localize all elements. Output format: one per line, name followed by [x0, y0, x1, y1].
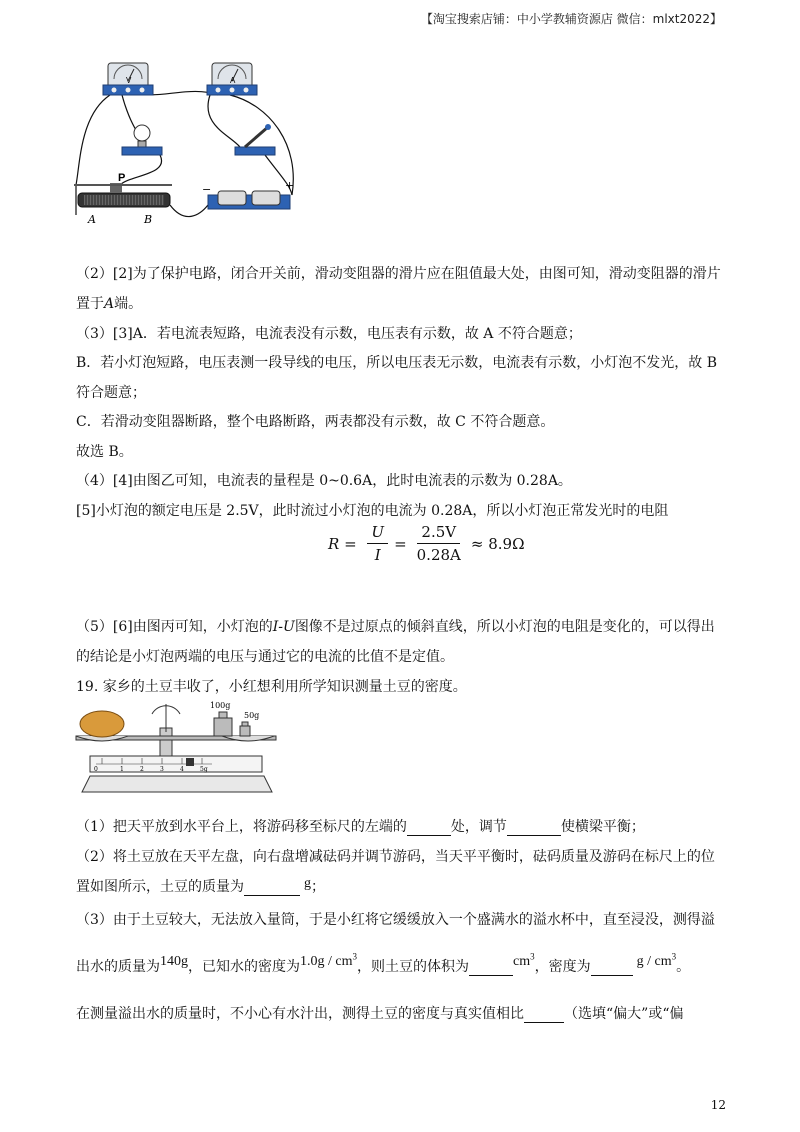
q19-part2-text: 置如图所示，土豆的质量为 — [76, 879, 244, 895]
formula-fraction-values — [413, 523, 465, 564]
page-number: 12 — [710, 1098, 726, 1112]
formula-current: 0.28A — [416, 546, 461, 564]
q19-part3-unit1 — [513, 951, 535, 969]
q18-part3-line5: 故选 B。 — [76, 444, 133, 460]
formula-i: I — [374, 546, 381, 564]
q18-part5-text: （5）[6]由图丙可知，小灯泡的 — [76, 619, 273, 635]
q19-part2-line1: （2）将土豆放在天平左盘，向右盘增减砝码并调节游码，当天平平衡时，砝码质量及游码在标尺上的位 — [76, 849, 715, 865]
q19-part2-end: ； — [311, 879, 325, 895]
q18-part2-end: 端。 — [114, 296, 143, 312]
formula-eq1: = — [339, 534, 362, 553]
q18-part3-line1: （3）[3]A．若电流表短路，电流表没有示数，电压表有示数，故 A 不符合题意； — [76, 326, 582, 342]
formula-result: ≈ 8.9Ω — [470, 534, 525, 553]
switch-icon — [235, 124, 275, 155]
voltmeter-label: V — [126, 76, 132, 85]
battery-minus-label: − — [202, 183, 212, 196]
weight-50g-icon — [240, 726, 250, 736]
scale-tick-5: 5g — [200, 766, 208, 773]
battery-plus-label: + — [285, 179, 295, 192]
q19-part3-gcm: g / cm — [636, 954, 672, 969]
balance-diagram — [72, 698, 282, 798]
q19-part3-line3 — [76, 1003, 683, 1023]
rider-icon — [186, 758, 194, 766]
q19-part3-mass: 140g — [160, 954, 188, 969]
q18-part2-line2 — [76, 293, 142, 313]
formula-fraction-ui — [367, 523, 388, 564]
answer-blank-6[interactable] — [524, 1008, 564, 1023]
scale-tick-0: 0 — [94, 766, 98, 773]
q19-part3-rho: 1.0g / cm — [300, 954, 353, 969]
scale-tick-2: 2 — [140, 766, 144, 773]
q18-part3-line4: C．若滑动变阻器断路，整个电路断路，两表都没有示数，故 C 不符合题意。 — [76, 414, 555, 430]
q19-part3-text6: 在测量溢出水的质量时，不小心有水汁出，测得土豆的密度与真实值相比 — [76, 1006, 524, 1022]
q18-part4-line2: [5]小灯泡的额定电压是 2.5V，此时流过小灯泡的电流为 0.28A，所以小灯泡正常发光时的电阻 — [76, 503, 669, 519]
q19-part3-text1: 出水的质量为 — [76, 959, 160, 975]
answer-blank-1[interactable] — [407, 821, 451, 836]
q19-part3-cm-exp: 3 — [530, 951, 535, 962]
q19-part3-text5: 。 — [676, 959, 691, 975]
q19-part3-water-density — [300, 951, 357, 969]
weight-100g-label: 100g — [210, 701, 231, 710]
answer-blank-3[interactable] — [244, 881, 300, 896]
answer-blank-2[interactable] — [507, 821, 561, 836]
answer-blank-5[interactable] — [591, 961, 633, 976]
rheostat-icon — [74, 183, 172, 207]
slider-label: P — [118, 172, 126, 184]
formula-lhs: R — [328, 534, 340, 553]
q19-part3-text4: ，密度为 — [534, 959, 591, 975]
battery-icon — [208, 191, 290, 209]
formula-voltage: 2.5V — [417, 523, 460, 544]
answer-blank-4[interactable] — [469, 961, 513, 976]
q19-part1-text: （1）把天平放到水平台上，将游码移至标尺的左端的 — [76, 819, 407, 835]
q19-part3-gcm-exp: 3 — [671, 951, 677, 962]
q19-part1 — [76, 816, 645, 836]
q19-part3-text2: ，已知水的密度为 — [188, 959, 300, 975]
q18-part2-text: 置于 — [76, 296, 104, 312]
q19-part3-rho-exp: 3 — [352, 951, 357, 962]
q19-part3-text7: （选填“偏大”或“偏 — [564, 1006, 684, 1022]
q19-part1-text2: 处，调节 — [450, 819, 507, 835]
end-b-label: B — [144, 213, 153, 226]
q18-part5-italic: I-U — [272, 619, 295, 635]
q19-part3-cm: cm — [513, 954, 531, 969]
q18-part5-line2: 的结论是小灯泡两端的电压与通过它的电流的比值不是定值。 — [76, 649, 454, 665]
weight-100g-icon — [214, 718, 232, 736]
scale-tick-3: 3 — [160, 766, 164, 773]
q19-part3-line1: （3）由于土豆较大，无法放入量筒，于是小红将它缓缓放入一个盛满水的溢水杯中，直至浸没，测得溢 — [76, 912, 715, 928]
q19-part2-unit: g — [304, 876, 311, 891]
q18-part2-line1: （2）[2]为了保护电路，闭合开关前，滑动变阻器的滑片应在阻值最大处，由图可知，滑动变阻器的滑片 — [76, 266, 721, 282]
formula-u: U — [367, 523, 388, 544]
scale-tick-4: 4 — [180, 766, 184, 773]
q19-part2-line2 — [76, 876, 325, 896]
q18-part4-line1: （4）[4]由图乙可知，电流表的量程是 0~0.6A，此时电流表的示数为 0.28A。 — [76, 473, 572, 489]
q19-part3-line2 — [76, 951, 691, 976]
q18-part5-line1 — [76, 616, 715, 636]
formula-eq2: = — [394, 534, 407, 553]
circuit-diagram — [70, 55, 310, 235]
q18-part3-line2: B．若小灯泡短路，电压表测一段导线的电压，所以电压表无示数，电流表有示数，小灯泡不发光，故 B — [76, 355, 718, 371]
q19-stem: 19. 家乡的土豆丰收了，小红想利用所学知识测量土豆的密度。 — [76, 679, 467, 695]
bulb-icon — [122, 125, 162, 155]
weight-50g-label: 50g — [244, 711, 260, 720]
q19-part1-text3: 使横梁平衡； — [560, 819, 645, 835]
ammeter-label: A — [230, 76, 236, 85]
q19-part3-unit2 — [636, 951, 677, 969]
potato-icon — [80, 711, 124, 737]
q18-part3-line3: 符合题意； — [76, 385, 146, 401]
q18-part2-italic: A — [104, 296, 115, 312]
q18-part5-text2: 图像不是过原点的倾斜直线，所以小灯泡的电阻是变化的，可以得出 — [294, 619, 715, 635]
page-header: 【淘宝搜索店铺：中小学教辅资源店 微信：mlxt2022】 — [420, 12, 722, 26]
scale-tick-1: 1 — [120, 766, 124, 773]
q19-part3-text3: ，则土豆的体积为 — [357, 959, 469, 975]
resistance-formula — [328, 523, 525, 564]
end-a-label: A — [88, 213, 96, 226]
